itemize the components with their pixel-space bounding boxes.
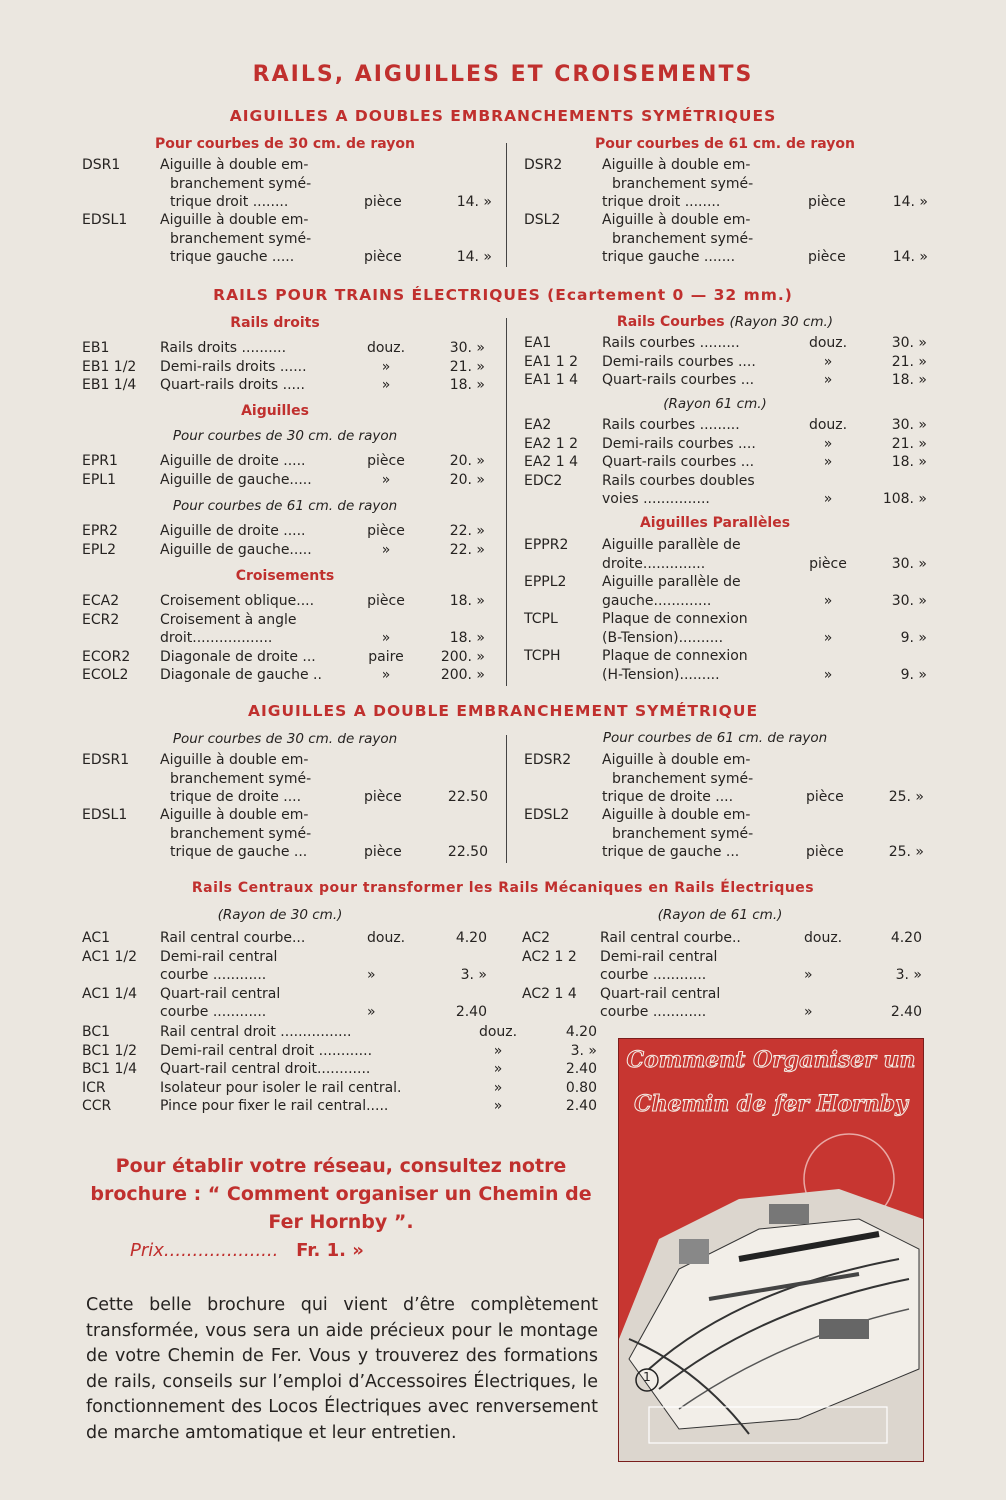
rails-droits-head: Rails droits: [230, 315, 320, 331]
item-unit: »: [823, 491, 833, 507]
item-l3: trique de droite ....: [602, 789, 734, 805]
item-price: 30. »: [891, 555, 927, 572]
item-desc: Diagonale de gauche ..: [160, 667, 322, 683]
item-price: 200. »: [440, 667, 485, 683]
item-unit: »: [823, 592, 833, 609]
item-price: 21. »: [891, 435, 927, 452]
item-unit: pièce: [806, 789, 844, 805]
item-code: EB1 1/4: [82, 377, 137, 393]
item-price: 3. »: [895, 967, 922, 983]
item-price: 18. »: [449, 630, 485, 646]
item-code: EDC2: [524, 472, 563, 489]
item-desc: Quart-rail central droit............: [160, 1061, 371, 1077]
item-price: 22. »: [449, 541, 485, 558]
item-desc: courbe ............: [600, 967, 707, 983]
item-desc: courbe ............: [160, 1004, 267, 1020]
item-code: ECOL2: [82, 667, 129, 683]
item-unit: »: [823, 666, 833, 683]
item-desc: Rails courbes .........: [602, 417, 740, 433]
item-price: 18. »: [449, 377, 485, 393]
item-price: 18. »: [449, 593, 485, 609]
item-price: 4.20: [890, 930, 922, 946]
item-price: 2.40: [565, 1098, 597, 1114]
item-code: BC1 1/2: [82, 1042, 138, 1059]
page-title: RAILS, AIGUILLES ET CROISEMENTS: [252, 62, 754, 87]
item-code: AC1 1/2: [82, 948, 137, 965]
item-unit: »: [367, 1004, 376, 1020]
item-unit: pièce: [808, 194, 846, 210]
item-unit: pièce: [809, 555, 847, 572]
item-unit: pièce: [367, 593, 405, 609]
item-price: 30. »: [891, 417, 927, 433]
item-desc: (B-Tension)..........: [602, 629, 724, 646]
item-price: 4.20: [565, 1024, 597, 1040]
item-unit: »: [367, 967, 376, 983]
item-desc: droit..................: [160, 630, 273, 646]
paralleles-head: Aiguilles Parallèles: [639, 515, 791, 531]
item-unit: »: [381, 541, 391, 558]
item-code: AC1: [82, 930, 111, 946]
item-unit: douz.: [478, 1024, 518, 1040]
item-desc: voies ...............: [602, 491, 710, 507]
item-unit: douz.: [366, 340, 406, 356]
item-l3: trique droit ........: [170, 194, 289, 210]
item-code: EPR1: [82, 453, 118, 469]
item-unit: »: [381, 630, 391, 646]
item-unit: paire: [368, 648, 404, 665]
item-unit: »: [381, 667, 391, 683]
item-desc: Aiguille de droite .....: [160, 523, 306, 539]
item-desc: Quart-rail central: [160, 985, 281, 1002]
item-code: ICR: [82, 1079, 106, 1096]
item-desc: gauche.............: [602, 592, 712, 609]
cover-number: 1: [643, 1370, 651, 1384]
item-desc: droite..............: [602, 555, 706, 572]
courbes-head-rayon: (Rayon 30 cm.): [729, 314, 834, 330]
item-unit: »: [804, 967, 813, 983]
s1-divider: [506, 143, 507, 267]
section-2-title: RAILS POUR TRAINS ÉLECTRIQUES (Ecartement 0 — 32 mm.): [213, 286, 793, 304]
item-price: 21. »: [891, 353, 927, 370]
item-code: DSR2: [524, 157, 563, 173]
item-code: ECA2: [82, 593, 120, 609]
item-code: AC2: [522, 930, 551, 946]
item-l2: branchement symé-: [612, 825, 754, 842]
item-desc: Aiguille parallèle de: [602, 537, 741, 553]
item-d: Aiguille à double em-: [602, 752, 751, 768]
rayon61-head: (Rayon 61 cm.): [663, 396, 767, 412]
item-price: 2.40: [455, 1004, 487, 1020]
item-unit: pièce: [806, 844, 844, 860]
item-code: EDSR1: [82, 752, 130, 768]
item-l3: trique de gauche ...: [602, 844, 740, 860]
item-price: 22.50: [447, 844, 488, 860]
item-price: 22.50: [447, 789, 488, 805]
item-desc: Rails courbes .........: [602, 335, 740, 351]
item-code: TCPH: [524, 648, 561, 664]
item-code: EDSL1: [82, 212, 128, 228]
item-price: 14. »: [892, 249, 928, 265]
item-code: EA2 1 4: [524, 454, 579, 470]
item-l2: branchement symé-: [170, 175, 312, 192]
item-price: 9. »: [900, 629, 927, 646]
item-desc: Croisement à angle: [160, 611, 297, 628]
item-desc: Pince pour fixer le rail central.....: [160, 1098, 389, 1114]
item-code: EA1 1 4: [524, 372, 579, 388]
item-desc: Rail central courbe..: [600, 930, 741, 946]
item-unit: »: [823, 454, 833, 470]
item-desc: Isolateur pour isoler le rail central.: [160, 1079, 402, 1096]
item-d: Aiguille à double em-: [160, 212, 309, 228]
item-price: 22. »: [449, 523, 485, 539]
item-desc: Rail central droit ................: [160, 1024, 352, 1040]
item-unit: »: [493, 1042, 503, 1059]
item-code: CCR: [82, 1098, 112, 1114]
item-unit: »: [823, 372, 833, 388]
item-l2: branchement symé-: [170, 825, 312, 842]
item-desc: Aiguille de gauche.....: [160, 541, 312, 558]
croisements-head: Croisements: [235, 568, 335, 584]
item-l3: trique droit ........: [602, 194, 721, 210]
item-code: AC2 1 2: [522, 948, 577, 965]
item-unit: »: [493, 1079, 503, 1096]
item-price: 3. »: [460, 967, 487, 983]
brochure-description: Cette belle brochure qui vient d’être complètement transformée, vous sera un aide précieux pour le montage de votre Chemin de Fer. Vous y trouverez des formations de rails, conseils sur l’emploi d’Accessoires Électriques, le fonctionnement des Locos Électriques avec renversement de marche amtomatique et leur entretien.: [86, 1295, 598, 1443]
item-d: Aiguille à double em-: [602, 212, 751, 228]
prix-label: Prix....................: [130, 1240, 279, 1261]
item-unit: pièce: [367, 523, 405, 539]
item-desc: Demi-rail central: [160, 948, 278, 965]
item-price: 25. »: [888, 789, 924, 805]
item-unit: pièce: [364, 844, 402, 860]
item-unit: »: [804, 1004, 813, 1020]
item-desc: Plaque de connexion: [602, 611, 748, 627]
item-l2: branchement symé-: [612, 175, 754, 192]
item-desc: Quart-rail central: [600, 985, 721, 1002]
aig61-head: Pour courbes de 61 cm. de rayon: [172, 498, 398, 514]
item-price: 30. »: [891, 335, 927, 351]
courbes-head-title: Rails Courbes: [616, 314, 725, 330]
item-l2: branchement symé-: [170, 230, 312, 247]
item-code: ECR2: [82, 611, 120, 628]
item-l3: trique de droite ....: [170, 789, 302, 805]
item-l2: branchement symé-: [612, 230, 754, 247]
item-desc: Quart-rails courbes ...: [602, 372, 755, 388]
item-unit: »: [381, 471, 391, 488]
item-code: EB1: [82, 340, 110, 356]
item-code: EA1: [524, 335, 552, 351]
item-desc: Demi-rail central: [600, 948, 718, 965]
item-d: Aiguille à double em-: [160, 752, 309, 768]
item-code: DSR1: [82, 157, 121, 173]
item-desc: Croisement oblique....: [160, 593, 315, 609]
item-desc: courbe ............: [160, 967, 267, 983]
item-desc: Rails droits ..........: [160, 340, 287, 356]
item-unit: »: [493, 1098, 503, 1114]
item-desc: courbe ............: [600, 1004, 707, 1020]
prix-value: Fr. 1. »: [296, 1240, 364, 1261]
s3-right-head: Pour courbes de 61 cm. de rayon: [602, 730, 828, 746]
item-price: 9. »: [900, 666, 927, 683]
item-l3: trique gauche .......: [602, 249, 736, 265]
item-desc: Diagonale de droite ...: [160, 648, 316, 665]
item-d: Aiguille à double em-: [602, 157, 751, 173]
item-code: EPL1: [82, 471, 116, 488]
cover-title-line-1: Comment Organiser un: [626, 1047, 916, 1073]
item-unit: »: [823, 353, 833, 370]
item-desc: Plaque de connexion: [602, 648, 748, 664]
item-desc: Quart-rails courbes ...: [602, 454, 755, 470]
s3-divider: [506, 735, 507, 863]
brochure-cover-image: [618, 1038, 924, 1462]
item-price: 2.40: [890, 1004, 922, 1020]
s4-right-head: (Rayon de 61 cm.): [657, 907, 783, 923]
item-desc: Aiguille parallèle de: [602, 574, 741, 590]
item-unit: »: [823, 435, 833, 452]
item-code: AC1 1/4: [82, 985, 137, 1002]
s1-left-head: Pour courbes de 30 cm. de rayon: [155, 136, 415, 152]
item-price: 21. »: [449, 358, 485, 375]
item-price: 0.80: [565, 1079, 597, 1096]
item-desc: Demi-rail central droit ............: [160, 1042, 373, 1059]
item-unit: pièce: [364, 249, 402, 265]
item-price: 20. »: [449, 453, 485, 469]
item-unit: pièce: [364, 194, 402, 210]
item-desc: Aiguille de droite .....: [160, 453, 306, 469]
item-code: ECOR2: [82, 648, 131, 665]
item-l3: trique de gauche ...: [170, 844, 308, 860]
item-unit: »: [381, 358, 391, 375]
item-desc: Quart-rails droits .....: [160, 377, 305, 393]
cover-title-line-2: Chemin de fer Hornby: [634, 1091, 908, 1117]
item-code: EA1 1 2: [524, 353, 579, 370]
section-3-title: AIGUILLES A DOUBLE EMBRANCHEMENT SYMÉTRIQUE: [247, 702, 759, 720]
aig30-head: Pour courbes de 30 cm. de rayon: [172, 428, 398, 444]
item-code: EDSL1: [82, 807, 128, 823]
item-desc: Rails courbes doubles: [602, 472, 755, 489]
section-1-title: AIGUILLES A DOUBLES EMBRANCHEMENTS SYMÉTRIQUES: [229, 107, 777, 125]
item-d: Aiguille à double em-: [160, 157, 309, 173]
brochure-title: Pour établir votre réseau, consultez notre brochure : “ Comment organiser un Chemin de Fer Hornby ”.: [90, 1155, 592, 1233]
item-unit: »: [381, 377, 391, 393]
item-price: 14. »: [456, 194, 492, 210]
item-price: 2.40: [565, 1061, 597, 1077]
item-d: Aiguille à double em-: [160, 807, 309, 823]
item-unit: pièce: [367, 453, 405, 469]
s2-divider: [506, 318, 507, 686]
item-price: 4.20: [455, 930, 487, 946]
item-price: 20. »: [449, 471, 485, 488]
prix-line: [130, 1240, 364, 1261]
item-code: EPPL2: [524, 574, 567, 590]
item-desc: Demi-rails courbes ....: [602, 435, 756, 452]
item-code: AC2 1 4: [522, 985, 577, 1002]
section-4-title: Rails Centraux pour transformer les Rails Mécaniques en Rails Électriques: [191, 880, 815, 896]
item-price: 30. »: [449, 340, 485, 356]
item-price: 14. »: [456, 249, 492, 265]
item-price: 18. »: [891, 372, 927, 388]
item-code: EB1 1/2: [82, 358, 137, 375]
item-unit: pièce: [364, 789, 402, 805]
item-code: EDSR2: [524, 752, 572, 768]
item-unit: »: [823, 629, 833, 646]
item-code: EPR2: [82, 523, 118, 539]
item-desc: Aiguille de gauche.....: [160, 471, 312, 488]
item-code: EPPR2: [524, 537, 569, 553]
item-price: 30. »: [891, 592, 927, 609]
item-d: Aiguille à double em-: [602, 807, 751, 823]
item-price: 200. »: [440, 648, 485, 665]
item-code: TCPL: [524, 611, 558, 627]
item-price: 14. »: [892, 194, 928, 210]
s1-right-head: Pour courbes de 61 cm. de rayon: [595, 136, 855, 152]
item-price: 3. »: [570, 1042, 597, 1059]
item-price: 108. »: [882, 491, 927, 507]
item-l3: trique gauche .....: [170, 249, 295, 265]
item-code: EPL2: [82, 541, 116, 558]
item-desc: Rail central courbe...: [160, 930, 306, 946]
item-code: DSL2: [524, 212, 561, 228]
item-desc: Demi-rails droits ......: [160, 358, 307, 375]
item-l2: branchement symé-: [612, 770, 754, 787]
item-unit: pièce: [808, 249, 846, 265]
item-price: 25. »: [888, 844, 924, 860]
item-unit: douz.: [808, 417, 848, 433]
item-code: EA2: [524, 417, 552, 433]
item-l2: branchement symé-: [170, 770, 312, 787]
item-code: EA2 1 2: [524, 435, 579, 452]
item-code: BC1 1/4: [82, 1061, 138, 1077]
item-unit: douz.: [808, 335, 848, 351]
s4-left-head: (Rayon de 30 cm.): [217, 907, 343, 923]
item-unit: »: [493, 1061, 503, 1077]
courbes-head: [560, 314, 890, 330]
item-desc: Demi-rails courbes ....: [602, 353, 756, 370]
s3-left-head: Pour courbes de 30 cm. de rayon: [172, 731, 398, 747]
item-code: BC1: [82, 1024, 111, 1040]
item-desc: (H-Tension).........: [602, 666, 720, 683]
item-unit: douz.: [804, 930, 843, 946]
aiguilles-head: Aiguilles: [241, 403, 309, 419]
item-code: EDSL2: [524, 807, 570, 823]
item-unit: douz.: [367, 930, 406, 946]
item-price: 18. »: [891, 454, 927, 470]
